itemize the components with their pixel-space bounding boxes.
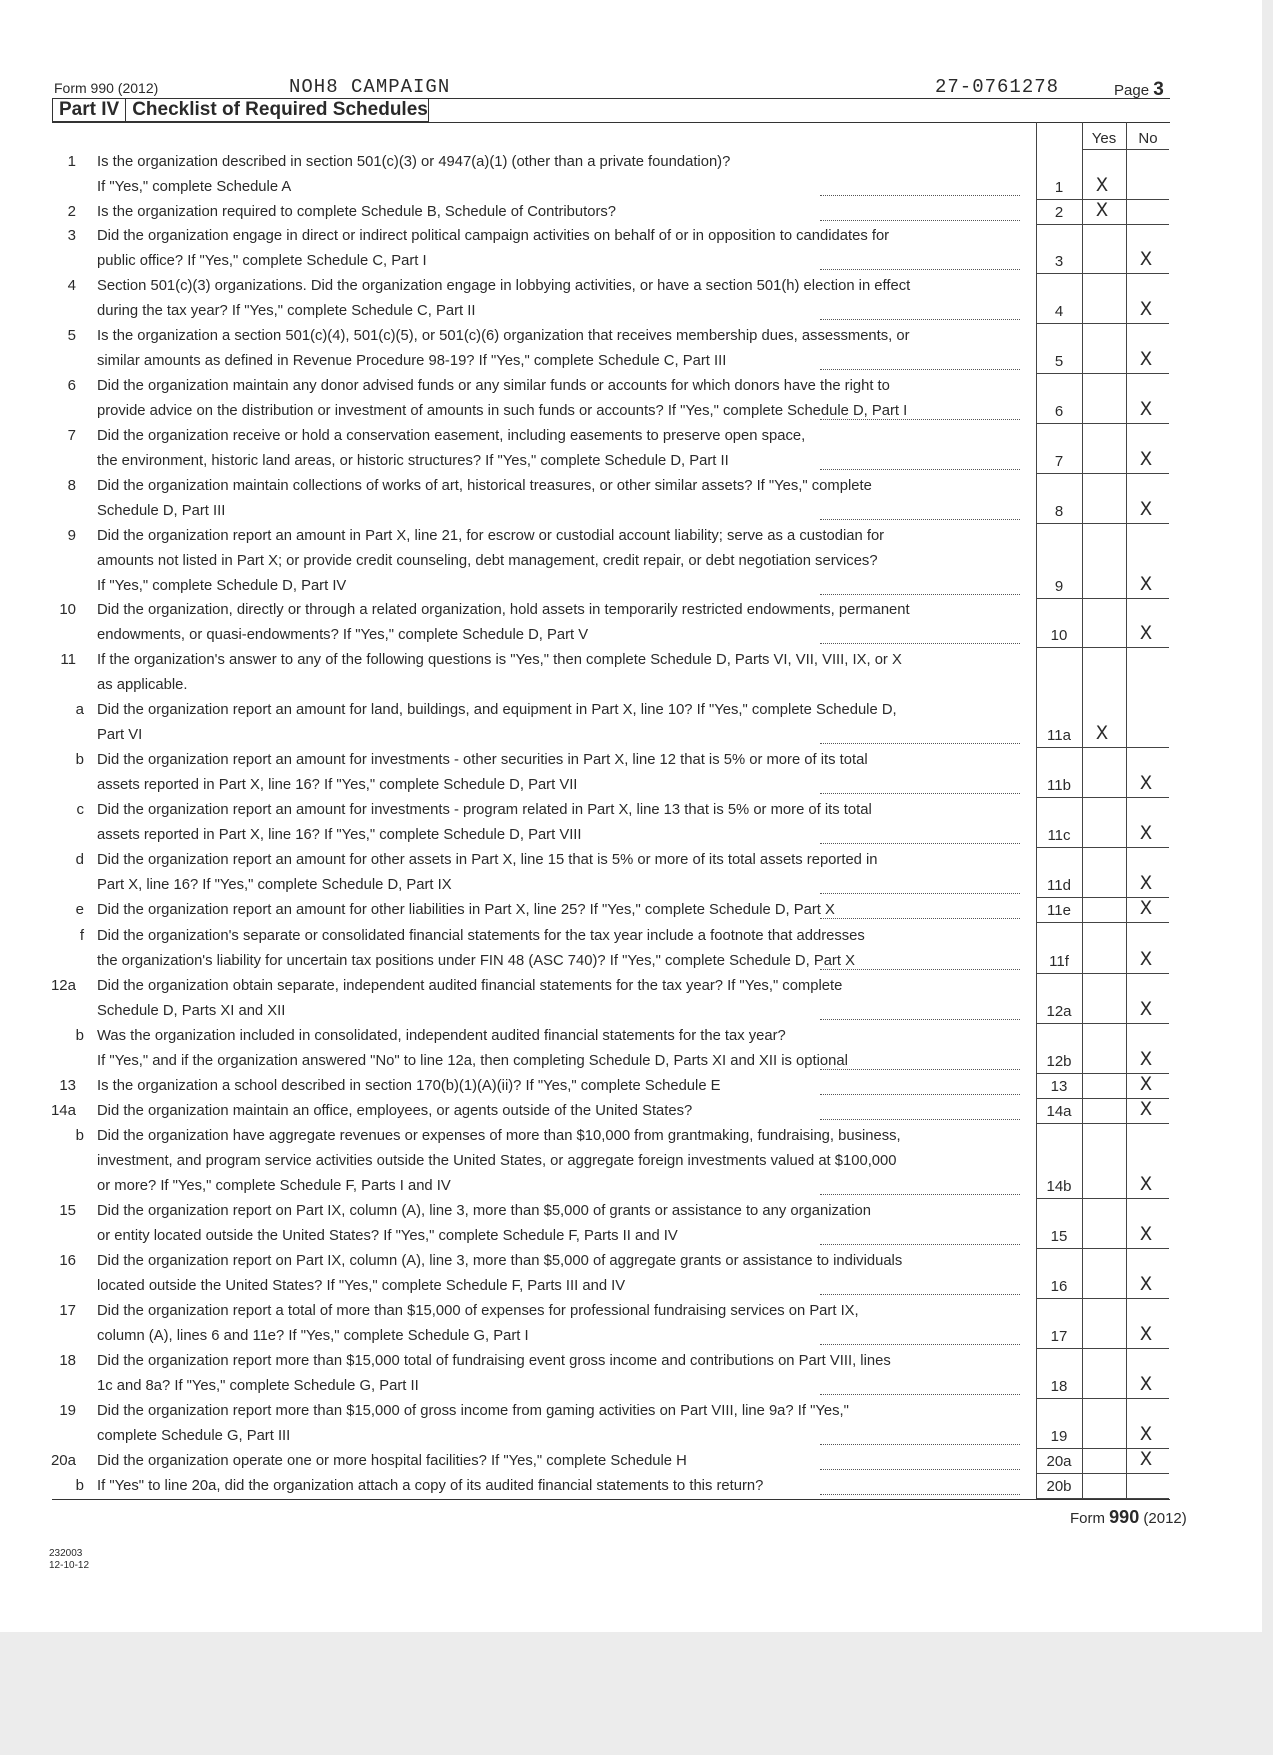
question-number: 10 <box>59 601 76 618</box>
question-text-line: endowments, or quasi-endowments? If "Yes," complete Schedule D, Part V <box>97 627 589 643</box>
checklist-row <box>0 974 1262 1024</box>
dot-leader <box>820 1294 1020 1295</box>
question-sub-letter: b <box>75 1027 84 1044</box>
checklist-row <box>0 1124 1262 1199</box>
question-text-line: Did the organization report an amount for other liabilities in Part X, line 25? If "Yes," complete Schedule D, Part X <box>97 902 835 918</box>
dot-leader <box>820 1244 1020 1245</box>
checklist-row <box>0 1474 1262 1499</box>
checklist-row <box>0 1199 1262 1249</box>
line-number-cell: 20b <box>1046 1478 1072 1495</box>
question-text-line: Did the organization's separate or consolidated financial statements for the tax year include a footnote that addresses <box>97 928 865 944</box>
answer-row-rule <box>1036 1248 1169 1249</box>
yes-answer-cell[interactable]: X <box>1095 200 1108 223</box>
dot-leader <box>820 1469 1020 1470</box>
question-sub-letter: b <box>75 751 84 768</box>
answer-row-rule <box>1036 1473 1169 1474</box>
question-text-line: Did the organization report more than $15,000 total of fundraising event gross income and contributions on Part VIII, lines <box>97 1353 891 1369</box>
no-answer-cell[interactable]: X <box>1139 249 1152 272</box>
form-label: Form 990 (2012) <box>54 80 159 96</box>
answer-row-rule <box>1036 199 1169 200</box>
question-text-line: Did the organization receive or hold a conservation easement, including easements to preserve open space, <box>97 428 806 444</box>
question-sub-letter: b <box>75 1127 84 1144</box>
answer-row-rule <box>1036 523 1169 524</box>
dot-leader <box>820 893 1020 894</box>
question-text-line: If "Yes" to line 20a, did the organization attach a copy of its audited financial statements to this return? <box>97 1478 764 1494</box>
question-number: 19 <box>59 1402 76 1419</box>
question-sub-letter: b <box>75 1477 84 1494</box>
answer-row-rule <box>1036 1398 1169 1399</box>
question-text-line: Did the organization maintain any donor advised funds or any similar funds or accounts for which donors have the right to <box>97 378 890 394</box>
line-number-cell: 12a <box>1046 1003 1072 1020</box>
no-answer-cell[interactable]: X <box>1139 1174 1152 1197</box>
no-answer-cell[interactable]: X <box>1139 1099 1152 1122</box>
question-number: 14a <box>50 1102 76 1119</box>
answer-row-rule <box>1036 973 1169 974</box>
answer-row-rule <box>1036 224 1169 225</box>
employer-id-number: 27-0761278 <box>935 76 1060 98</box>
part-title: Checklist of Required Schedules <box>132 98 428 120</box>
answer-row-rule <box>1036 897 1169 898</box>
answer-row-rule <box>1036 1198 1169 1199</box>
question-text-line: during the tax year? If "Yes," complete Schedule C, Part II <box>97 303 476 319</box>
no-answer-cell[interactable]: X <box>1139 823 1152 846</box>
no-answer-cell[interactable]: X <box>1139 574 1152 597</box>
question-text-line: investment, and program service activities outside the United States, or aggregate foreign investments valued at $100,000 <box>97 1153 897 1169</box>
part-label: Part IV <box>53 98 126 121</box>
question-number: 3 <box>67 227 76 244</box>
answer-row-rule <box>1036 847 1169 848</box>
question-number: 6 <box>67 377 76 394</box>
question-sub-letter: c <box>76 801 84 818</box>
question-text-line: or entity located outside the United States? If "Yes," complete Schedule F, Parts II and IV <box>97 1228 678 1244</box>
page-number: 3 <box>1153 79 1164 100</box>
question-text-line: Schedule D, Parts XI and XII <box>97 1003 286 1019</box>
question-text-line: or more? If "Yes," complete Schedule F, Parts I and IV <box>97 1178 451 1194</box>
checklist-row <box>0 424 1262 474</box>
line-number-cell: 16 <box>1050 1278 1068 1295</box>
answer-row-rule <box>1036 1448 1169 1449</box>
checklist-row <box>0 1249 1262 1299</box>
question-text-line: 1c and 8a? If "Yes," complete Schedule G, Part II <box>97 1378 419 1394</box>
dot-leader <box>820 195 1020 196</box>
dot-leader <box>820 269 1020 270</box>
question-number: 20a <box>50 1452 76 1469</box>
question-text-line: Is the organization required to complete Schedule B, Schedule of Contributors? <box>97 204 617 220</box>
line-number-cell: 6 <box>1054 403 1064 420</box>
question-number: 16 <box>59 1252 76 1269</box>
checklist-row <box>0 474 1262 524</box>
question-text-line: Was the organization included in consolidated, independent audited financial statements for the tax year? <box>97 1028 786 1044</box>
checklist-row <box>0 648 1262 698</box>
question-text-line: Did the organization report more than $15,000 of gross income from gaming activities on Part VIII, line 9a? If "Yes," <box>97 1403 849 1419</box>
dot-leader <box>820 1019 1020 1020</box>
yes-column-header: Yes <box>1091 130 1117 147</box>
dot-leader <box>820 643 1020 644</box>
dot-leader <box>820 743 1020 744</box>
line-number-cell: 11f <box>1049 953 1069 970</box>
question-text-line: Is the organization described in section 501(c)(3) or 4947(a)(1) (other than a private foundation)? <box>97 154 731 170</box>
question-text-line: Did the organization engage in direct or indirect political campaign activities on behalf of or in opposition to candidates for <box>97 228 890 244</box>
answer-row-rule <box>1036 1098 1169 1099</box>
form-bottom-rule <box>52 1499 1170 1500</box>
no-column-header: No <box>1138 130 1158 147</box>
dot-leader <box>820 419 1020 420</box>
question-text-line: If "Yes," complete Schedule A <box>97 179 292 195</box>
question-text-line: as applicable. <box>97 677 188 693</box>
line-number-cell: 4 <box>1054 303 1064 320</box>
checklist-row <box>0 1024 1262 1074</box>
no-answer-cell[interactable]: X <box>1139 999 1152 1022</box>
checklist-row <box>0 224 1262 274</box>
question-text-line: Did the organization report a total of more than $15,000 of expenses for professional fundraising services on Part IX, <box>97 1303 859 1319</box>
checklist-row <box>0 798 1262 848</box>
line-number-cell: 11e <box>1047 902 1071 919</box>
answer-row-rule <box>1036 423 1169 424</box>
yes-answer-cell[interactable]: X <box>1095 175 1108 198</box>
checklist-row <box>0 1449 1262 1474</box>
dot-leader <box>820 319 1020 320</box>
question-sub-letter: d <box>75 851 84 868</box>
checklist-row <box>0 1299 1262 1349</box>
question-text-line: Did the organization report an amount for investments - other securities in Part X, line 12 that is 5% or more of its total <box>97 752 868 768</box>
question-sub-letter: e <box>75 901 84 918</box>
dot-leader <box>820 1444 1020 1445</box>
no-answer-cell[interactable]: X <box>1139 1424 1152 1447</box>
part-heading-rule <box>52 122 1170 123</box>
answer-row-rule <box>1036 473 1169 474</box>
question-text-line: column (A), lines 6 and 11e? If "Yes," complete Schedule G, Part I <box>97 1328 529 1344</box>
checklist-row <box>0 748 1262 798</box>
checklist-row <box>0 1074 1262 1099</box>
form-date-code: 12-10-12 <box>49 1560 90 1571</box>
question-text-line: Did the organization obtain separate, independent audited financial statements for the tax year? If "Yes," complete <box>97 978 843 994</box>
line-number-cell: 10 <box>1050 627 1068 644</box>
line-number-cell: 12b <box>1046 1053 1072 1070</box>
checklist-row <box>0 200 1262 225</box>
question-text-line: similar amounts as defined in Revenue Procedure 98-19? If "Yes," complete Schedule C, Part III <box>97 353 727 369</box>
question-text-line: Is the organization a school described in section 170(b)(1)(A)(ii)? If "Yes," complete Schedule E <box>97 1078 721 1094</box>
checklist-row <box>0 598 1262 648</box>
question-text-line: the environment, historic land areas, or historic structures? If "Yes," complete Schedule D, Part II <box>97 453 729 469</box>
checklist-row <box>0 1349 1262 1399</box>
dot-leader <box>820 969 1020 970</box>
checklist-row <box>0 374 1262 424</box>
line-number-cell: 15 <box>1050 1228 1068 1245</box>
checklist-row <box>0 898 1262 923</box>
no-answer-cell[interactable]: X <box>1139 1049 1152 1072</box>
line-number-cell: 5 <box>1054 353 1064 370</box>
question-text-line: Did the organization report an amount for investments - program related in Part X, line 13 that is 5% or more of its total <box>97 802 872 818</box>
line-number-cell: 11b <box>1047 777 1071 794</box>
question-text-line: Did the organization operate one or more hospital facilities? If "Yes," complete Schedule H <box>97 1453 687 1469</box>
organization-name: NOH8 CAMPAIGN <box>289 76 451 98</box>
no-answer-cell[interactable]: X <box>1139 623 1152 646</box>
answer-row-rule <box>1036 747 1169 748</box>
dot-leader <box>820 519 1020 520</box>
question-text-line: complete Schedule G, Part III <box>97 1428 291 1444</box>
question-text-line: Section 501(c)(3) organizations. Did the organization engage in lobbying activities, or have a section 501(h) election in effect <box>97 278 911 294</box>
checklist-row <box>0 274 1262 324</box>
dot-leader <box>820 918 1020 919</box>
dot-leader <box>820 594 1020 595</box>
line-number-cell: 20a <box>1046 1453 1072 1470</box>
no-answer-cell[interactable]: X <box>1139 1374 1152 1397</box>
dot-leader <box>820 843 1020 844</box>
no-answer-cell[interactable]: X <box>1139 873 1152 896</box>
answer-row-rule <box>1036 1348 1169 1349</box>
no-answer-cell[interactable]: X <box>1139 949 1152 972</box>
question-text-line: amounts not listed in Part X; or provide credit counseling, debt management, credit repair, or debt negotiation services? <box>97 553 878 569</box>
no-answer-cell[interactable]: X <box>1139 449 1152 472</box>
dot-leader <box>820 1119 1020 1120</box>
question-text-line: public office? If "Yes," complete Schedule C, Part I <box>97 253 427 269</box>
answer-row-rule <box>1036 647 1169 648</box>
no-answer-cell[interactable]: X <box>1139 1224 1152 1247</box>
answer-row-rule <box>1036 1073 1169 1074</box>
line-number-cell: 17 <box>1050 1328 1068 1345</box>
footer-form-prefix: Form <box>1070 1510 1105 1527</box>
question-number: 1 <box>67 153 76 170</box>
dot-leader <box>820 1094 1020 1095</box>
question-number: 5 <box>67 327 76 344</box>
question-number: 9 <box>67 527 76 544</box>
no-answer-cell[interactable]: X <box>1139 1449 1152 1472</box>
dot-leader <box>820 369 1020 370</box>
no-answer-cell[interactable]: X <box>1139 499 1152 522</box>
question-text-line: Did the organization report an amount for land, buildings, and equipment in Part X, line 10? If "Yes," complete Schedule D, <box>97 702 897 718</box>
question-number: 8 <box>67 477 76 494</box>
no-answer-cell[interactable]: X <box>1139 1074 1152 1097</box>
no-answer-cell[interactable]: X <box>1139 773 1152 796</box>
checklist-row <box>0 1099 1262 1124</box>
answer-row-rule <box>1036 922 1169 923</box>
line-number-cell: 11d <box>1047 877 1071 894</box>
question-number: 7 <box>67 427 76 444</box>
dot-leader <box>820 1069 1020 1070</box>
question-text-line: Part X, line 16? If "Yes," complete Schedule D, Part IX <box>97 877 452 893</box>
answer-row-rule <box>1036 1023 1169 1024</box>
footer-form-label <box>1070 1507 1187 1528</box>
question-text-line: Is the organization a section 501(c)(4), 501(c)(5), or 501(c)(6) organization that receives membership dues, assessments, or <box>97 328 910 344</box>
question-number: 17 <box>59 1302 76 1319</box>
answer-row-rule <box>1036 373 1169 374</box>
question-number: 15 <box>59 1202 76 1219</box>
line-number-cell: 3 <box>1054 253 1064 270</box>
answer-row-rule <box>1036 598 1169 599</box>
checklist-row <box>0 1399 1262 1449</box>
question-text-line: Did the organization report an amount in Part X, line 21, for escrow or custodial account liability; serve as a custodian for <box>97 528 885 544</box>
no-answer-cell[interactable]: X <box>1139 898 1152 921</box>
answer-row-rule <box>1036 1298 1169 1299</box>
line-number-cell: 13 <box>1050 1078 1068 1095</box>
answer-row-rule <box>1036 1123 1169 1124</box>
question-sub-letter: a <box>75 701 84 718</box>
dot-leader <box>820 220 1020 221</box>
question-text-line: Did the organization maintain an office, employees, or agents outside of the United States? <box>97 1103 693 1119</box>
question-text-line: assets reported in Part X, line 16? If "Yes," complete Schedule D, Part VII <box>97 777 578 793</box>
checklist-row <box>0 698 1262 748</box>
question-text-line: Schedule D, Part III <box>97 503 226 519</box>
part-heading <box>52 98 429 122</box>
no-answer-cell[interactable]: X <box>1139 1274 1152 1297</box>
form-code: 232003 <box>49 1548 83 1559</box>
no-answer-cell[interactable]: X <box>1139 1324 1152 1347</box>
dot-leader <box>820 469 1020 470</box>
question-text-line: If "Yes," and if the organization answered "No" to line 12a, then completing Schedule D, Parts XI and XII is optional <box>97 1053 848 1069</box>
dot-leader <box>820 1344 1020 1345</box>
footer-form-year: (2012) <box>1143 1510 1187 1527</box>
checklist-row <box>0 848 1262 898</box>
question-text-line: Did the organization report on Part IX, column (A), line 3, more than $5,000 of grants or assistance to any organization <box>97 1203 871 1219</box>
line-number-cell: 8 <box>1054 503 1064 520</box>
answer-row-rule <box>1036 273 1169 274</box>
no-answer-cell[interactable]: X <box>1139 299 1152 322</box>
question-text-line: located outside the United States? If "Yes," complete Schedule F, Parts III and IV <box>97 1278 626 1294</box>
line-number-cell: 14a <box>1046 1103 1072 1120</box>
question-text-line: If "Yes," complete Schedule D, Part IV <box>97 578 347 594</box>
line-number-cell: 19 <box>1050 1428 1068 1445</box>
line-number-cell: 11c <box>1047 827 1071 844</box>
checklist-row <box>0 324 1262 374</box>
page-label: Page <box>1114 82 1150 99</box>
yes-answer-cell[interactable]: X <box>1095 723 1108 746</box>
question-text-line: Did the organization report an amount for other assets in Part X, line 15 that is 5% or more of its total assets reported in <box>97 852 878 868</box>
line-number-cell: 11a <box>1047 727 1071 744</box>
question-number: 4 <box>67 277 76 294</box>
checklist-row <box>0 524 1262 599</box>
checklist-row <box>0 924 1262 974</box>
question-text-line: the organization's liability for uncertain tax positions under FIN 48 (ASC 740)? If "Yes," complete Schedule D, Part X <box>97 953 855 969</box>
line-number-cell: 14b <box>1046 1178 1072 1195</box>
dot-leader <box>820 1394 1020 1395</box>
no-answer-cell[interactable]: X <box>1139 349 1152 372</box>
dot-leader <box>820 1494 1020 1495</box>
footer-form-number: 990 <box>1109 1507 1140 1527</box>
line-number-cell: 2 <box>1054 204 1064 221</box>
dot-leader <box>820 793 1020 794</box>
line-number-cell: 18 <box>1050 1378 1068 1395</box>
question-number: 12a <box>50 977 76 994</box>
form-code-stamp <box>49 1548 89 1572</box>
column-header-rule <box>1082 149 1169 150</box>
question-text-line: Did the organization report on Part IX, column (A), line 3, more than $5,000 of aggregate grants or assistance to individuals <box>97 1253 903 1269</box>
question-number: 11 <box>60 651 76 668</box>
question-text-line: provide advice on the distribution or investment of amounts in such funds or accounts? If "Yes," complete Schedule D, Part I <box>97 403 908 419</box>
question-number: 2 <box>67 203 76 220</box>
answer-row-rule <box>1036 797 1169 798</box>
no-answer-cell[interactable]: X <box>1139 399 1152 422</box>
question-text-line: Did the organization have aggregate revenues or expenses of more than $10,000 from grantmaking, fundraising, business, <box>97 1128 901 1144</box>
question-number: 13 <box>59 1077 76 1094</box>
answer-row-rule <box>1036 323 1169 324</box>
dot-leader <box>820 1194 1020 1195</box>
question-sub-letter: f <box>79 927 84 944</box>
question-text-line: Part VI <box>97 727 143 743</box>
line-number-cell: 7 <box>1054 453 1064 470</box>
question-text-line: Did the organization maintain collections of works of art, historical treasures, or other similar assets? If "Yes," complete <box>97 478 872 494</box>
question-number: 18 <box>59 1352 76 1369</box>
question-text-line: assets reported in Part X, line 16? If "Yes," complete Schedule D, Part VIII <box>97 827 582 843</box>
line-number-cell: 1 <box>1054 179 1064 196</box>
question-text-line: If the organization's answer to any of the following questions is "Yes," then complete Schedule D, Parts VI, VII, VIII, IX, or X <box>97 652 902 668</box>
checklist-row <box>0 150 1262 200</box>
question-text-line: Did the organization, directly or through a related organization, hold assets in temporarily restricted endowments, permanent <box>97 602 910 618</box>
line-number-cell: 9 <box>1054 578 1064 595</box>
